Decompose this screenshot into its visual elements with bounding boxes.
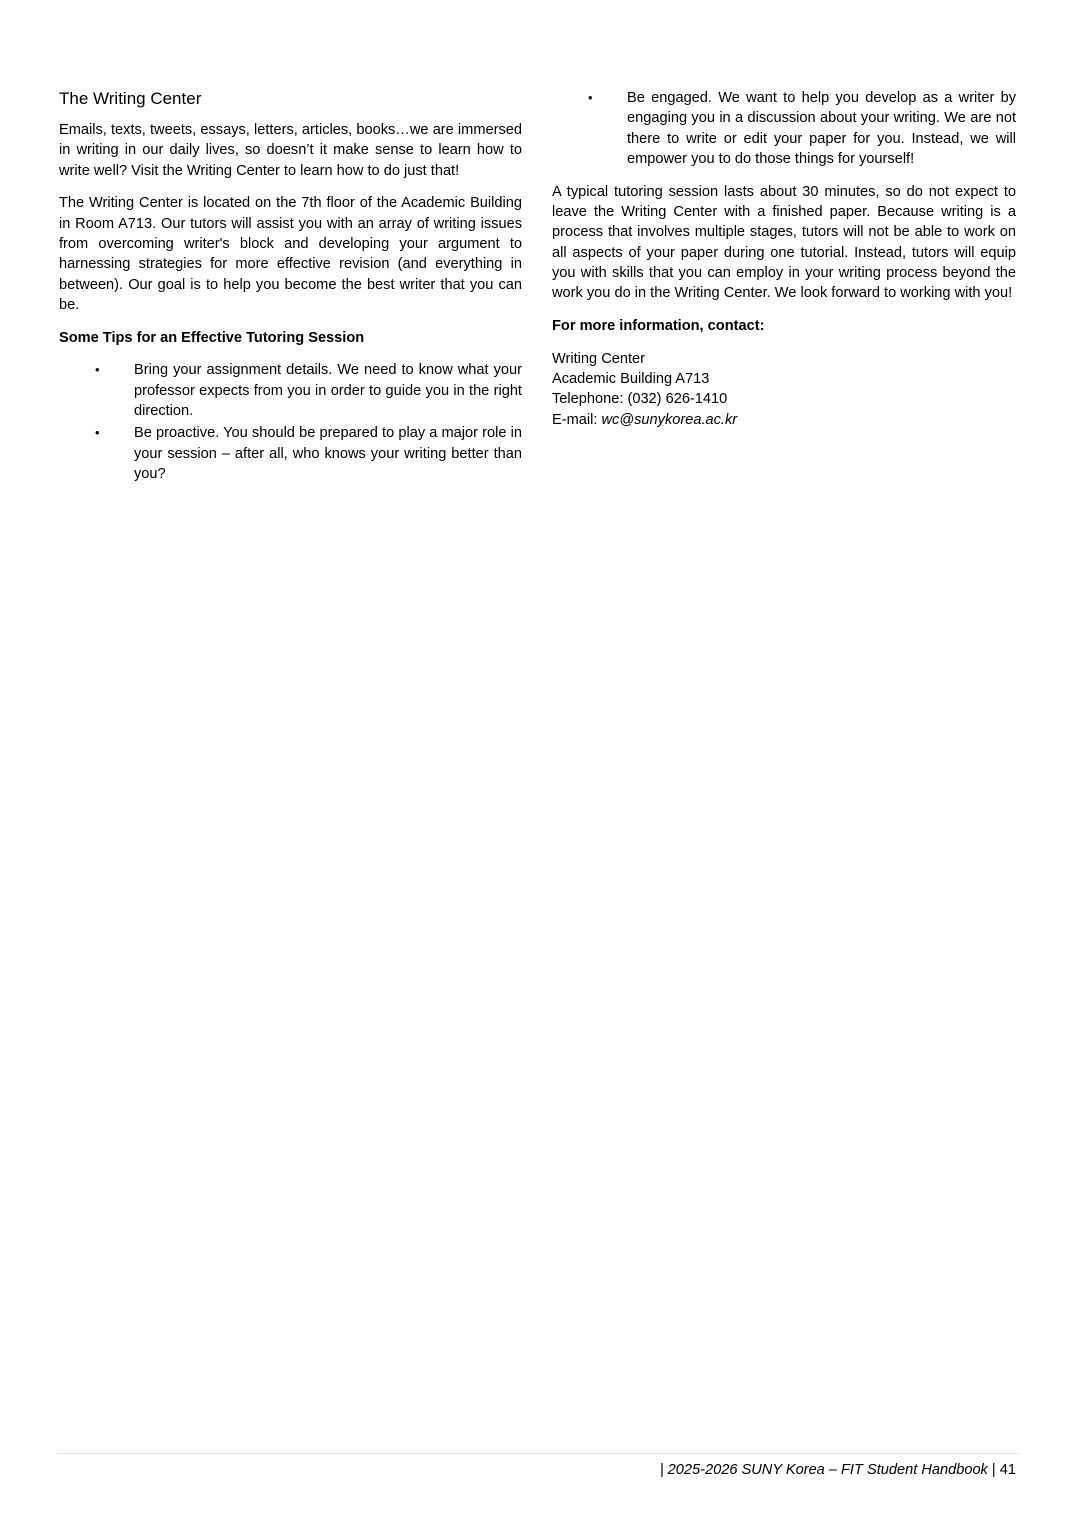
contact-block [552,349,1016,430]
tips-heading: Some Tips for an Effective Tutoring Session [59,329,365,346]
list-item [59,360,522,421]
list-item [59,423,522,484]
section-heading: The Writing Center [59,89,202,108]
contact-heading: For more information, contact: [552,317,765,334]
page-footer [660,1460,1016,1480]
email-label: E-mail: [552,411,602,428]
left-column [59,88,522,486]
tip-text: Be engaged. We want to help you develop as a writer by engaging you in a discussion about your writing. We are not there to write or edit your paper for you. Instead, we will empower you to do those things for yourself! [627,90,1016,167]
page-number: 41 [999,1462,1016,1478]
footer-title: 2025-2026 SUNY Korea – FIT Student Handbook [667,1462,988,1478]
tip-text: Be proactive. You should be prepared to play a major role in your session – after all, who knows your writing better than you? [134,425,522,482]
right-column [552,88,1016,430]
footer-divider [57,1453,1019,1454]
email-link[interactable]: wc@sunykorea.ac.kr [601,411,738,428]
footer-prefix: | [659,1462,668,1478]
tips-list [59,360,522,484]
contact-name: Writing Center [552,350,645,367]
bullet-icon: • [95,362,100,378]
contact-telephone: Telephone: (032) 626-1410 [552,391,728,408]
bullet-icon: • [95,425,100,441]
session-paragraph: A typical tutoring session lasts about 30 minutes, so do not expect to leave the Writing Center with a finished paper. Because writing is a process that involves multiple stages, tutors will not be able to work on all aspects of your paper during one tutorial. Instead, tutors will equip you with skills that you can employ in your writing process beyond the work you do in the Writing Center. We look forward to working with you! [552,183,1016,302]
contact-email [552,410,1016,430]
contact-location: Academic Building A713 [552,371,710,388]
bullet-icon: • [588,90,593,105]
tips-list-continued [552,88,1016,169]
location-paragraph: The Writing Center is located on the 7th floor of the Academic Building in Room A713. Our tutors will assist you with an array of writing issues from overcoming writer's block and developing your argument to harnessing strategies for more effective revision (and everything in between). Our goal is to help you become the best writer that you can be. [59,195,522,313]
tip-text: Bring your assignment details. We need to know what your professor expects from you in order to guide you in the right direction. [134,362,522,420]
intro-paragraph: Emails, texts, tweets, essays, letters, articles, books…we are immersed in writing in our daily lives, so doesn’t it make sense to learn how to write well? Visit the Writing Center to learn how to do just that! [59,122,522,179]
list-item [552,88,1016,169]
footer-separator: | [987,1462,1000,1478]
